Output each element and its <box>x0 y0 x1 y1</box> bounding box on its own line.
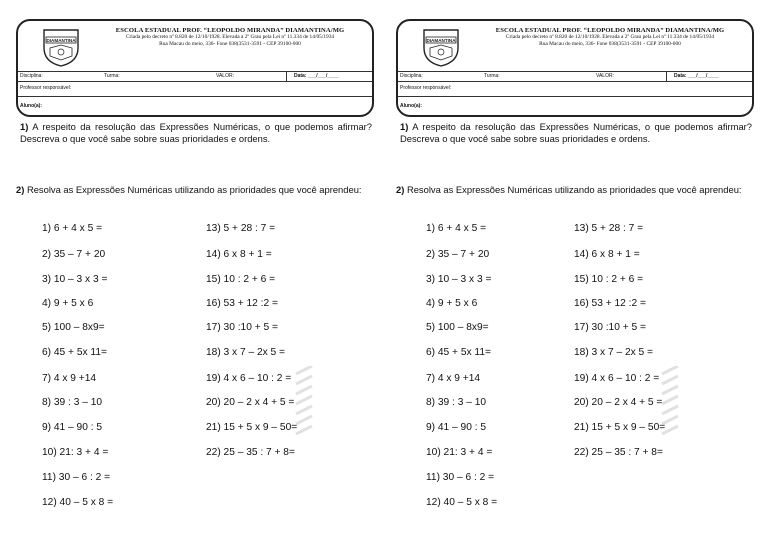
expression-item: 20) 20 – 2 x 4 + 5 = <box>206 397 295 408</box>
expression-item: 4) 9 + 5 x 6 <box>42 298 94 309</box>
svg-text:DIAMANTINA: DIAMANTINA <box>46 37 76 43</box>
expression-item: 13) 5 + 28 : 7 = <box>206 223 276 234</box>
school-creation-line: Criada pelo decreto nº 8.820 de 12/10/1928. Elevada a 2º Grau pela Lei nº 11.334 de 14/05/1934 <box>505 34 715 40</box>
expression-item: 13) 5 + 28 : 7 = <box>574 223 644 234</box>
school-name: ESCOLA ESTADUAL PROF. “LEOPOLDO MIRANDA” DIAMANTINA/MG <box>495 27 725 34</box>
expression-item: 9) 41 – 90 : 5 <box>42 422 103 433</box>
expression-item: 8) 39 : 3 – 10 <box>426 397 487 408</box>
expression-item: 6) 45 + 5x 11= <box>426 347 491 358</box>
school-header <box>396 19 754 117</box>
expression-item: 10) 21: 3 + 4 = <box>426 447 493 458</box>
expression-item: 2) 35 – 7 + 20 <box>42 249 106 260</box>
school-crest-icon <box>416 26 466 68</box>
expression-item: 3) 10 – 3 x 3 = <box>426 274 492 285</box>
expression-item: 1) 6 + 4 x 5 = <box>426 223 487 234</box>
expression-item: 7) 4 x 9 +14 <box>42 373 97 384</box>
svg-text:DIAMANTINA: DIAMANTINA <box>426 37 456 43</box>
disciplina-label: Disciplina: <box>400 73 423 79</box>
watermark-stripes-icon <box>290 366 318 436</box>
question-1-text: A respeito da resolução das Expressões Numéricas, o que podemos afirmar? Descreva o que você sabe sobre suas prioridades e ordens. <box>20 121 372 144</box>
expression-item: 8) 39 : 3 – 10 <box>42 397 103 408</box>
expression-item: 22) 25 – 35 : 7 + 8= <box>206 447 295 458</box>
turma-label: Turma: <box>104 73 120 79</box>
data-label: Data: ___/___/____ <box>674 73 719 79</box>
professor-row <box>18 81 372 96</box>
expression-item: 11) 30 – 6 : 2 = <box>42 472 111 483</box>
expression-item: 14) 6 x 8 + 1 = <box>206 249 272 260</box>
school-name: ESCOLA ESTADUAL PROF. “LEOPOLDO MIRANDA” DIAMANTINA/MG <box>115 27 345 34</box>
expression-item: 14) 6 x 8 + 1 = <box>574 249 640 260</box>
school-address: Rua Macau do meio, 336- Fone 038(3531-3591 - CEP 39100-000 <box>159 41 301 47</box>
expression-item: 15) 10 : 2 + 6 = <box>574 274 644 285</box>
disciplina-label: Disciplina: <box>20 73 43 79</box>
expression-item: 12) 40 – 5 x 8 = <box>426 497 498 508</box>
aluno-row <box>398 96 752 117</box>
question-1: 1) A respeito da resolução das Expressões Numéricas, o que podemos afirmar? Descreva o que você sabe sobre suas prioridades e ordens. <box>400 121 752 144</box>
expression-item: 10) 21: 3 + 4 = <box>42 447 109 458</box>
worksheet-left <box>12 0 380 543</box>
expression-item: 18) 3 x 7 – 2x 5 = <box>206 347 286 358</box>
watermark-stripes-icon <box>656 366 684 436</box>
expression-item: 17) 30 :10 + 5 = <box>574 322 646 333</box>
question-2-text: Resolva as Expressões Numéricas utilizando as prioridades que você aprendeu: <box>26 184 362 195</box>
expression-item: 22) 25 – 35 : 7 + 8= <box>574 447 663 458</box>
expression-item: 19) 4 x 6 – 10 : 2 = <box>574 373 660 384</box>
expression-item: 15) 10 : 2 + 6 = <box>206 274 276 285</box>
professor-label: Professor responsável: <box>400 85 452 91</box>
expression-item: 6) 45 + 5x 11= <box>42 347 107 358</box>
aluno-label: Aluno(a): <box>20 103 42 109</box>
expression-item: 1) 6 + 4 x 5 = <box>42 223 103 234</box>
expression-item: 18) 3 x 7 – 2x 5 = <box>574 347 654 358</box>
school-address: Rua Macau do meio, 336- Fone 038(3531-3591 - CEP 39100-000 <box>539 41 681 47</box>
expression-item: 4) 9 + 5 x 6 <box>426 298 478 309</box>
expression-item: 3) 10 – 3 x 3 = <box>42 274 108 285</box>
school-crest-icon <box>36 26 86 68</box>
question-2-text: Resolva as Expressões Numéricas utilizando as prioridades que você aprendeu: <box>406 184 742 195</box>
worksheet-right <box>392 0 760 543</box>
aluno-row <box>18 96 372 117</box>
expression-item: 9) 41 – 90 : 5 <box>426 422 487 433</box>
expression-item: 2) 35 – 7 + 20 <box>426 249 490 260</box>
expression-item: 12) 40 – 5 x 8 = <box>42 497 114 508</box>
expression-item: 19) 4 x 6 – 10 : 2 = <box>206 373 292 384</box>
school-creation-line: Criada pelo decreto nº 8.820 de 12/10/1928. Elevada a 2º Grau pela Lei nº 11.334 de 14/05/1934 <box>125 34 335 40</box>
question-1-text: A respeito da resolução das Expressões Numéricas, o que podemos afirmar? Descreva o que você sabe sobre suas prioridades e ordens. <box>400 121 752 144</box>
valor-label: VALOR: <box>596 73 614 79</box>
expression-item: 5) 100 – 8x9= <box>426 322 489 333</box>
question-2: 2) Resolva as Expressões Numéricas utilizando as prioridades que você aprendeu: <box>396 184 742 195</box>
expression-item: 5) 100 – 8x9= <box>42 322 105 333</box>
expression-item: 20) 20 – 2 x 4 + 5 = <box>574 397 663 408</box>
expression-item: 21) 15 + 5 x 9 – 50= <box>574 422 666 433</box>
data-label: Data: ___/___/____ <box>294 73 339 79</box>
question-2: 2) Resolva as Expressões Numéricas utilizando as prioridades que você aprendeu: <box>16 184 362 195</box>
valor-label: VALOR: <box>216 73 234 79</box>
expression-item: 21) 15 + 5 x 9 – 50= <box>206 422 298 433</box>
expression-item: 16) 53 + 12 :2 = <box>574 298 646 309</box>
professor-label: Professor responsável: <box>20 85 72 91</box>
header-info-row <box>18 71 372 81</box>
professor-row <box>398 81 752 96</box>
expression-item: 7) 4 x 9 +14 <box>426 373 481 384</box>
expression-item: 17) 30 :10 + 5 = <box>206 322 278 333</box>
turma-label: Turma: <box>484 73 500 79</box>
question-1: 1) A respeito da resolução das Expressões Numéricas, o que podemos afirmar? Descreva o que você sabe sobre suas prioridades e ordens. <box>20 121 372 144</box>
expression-item: 16) 53 + 12 :2 = <box>206 298 278 309</box>
school-header <box>16 19 374 117</box>
header-info-row <box>398 71 752 81</box>
expression-item: 11) 30 – 6 : 2 = <box>426 472 495 483</box>
aluno-label: Aluno(a): <box>400 103 422 109</box>
